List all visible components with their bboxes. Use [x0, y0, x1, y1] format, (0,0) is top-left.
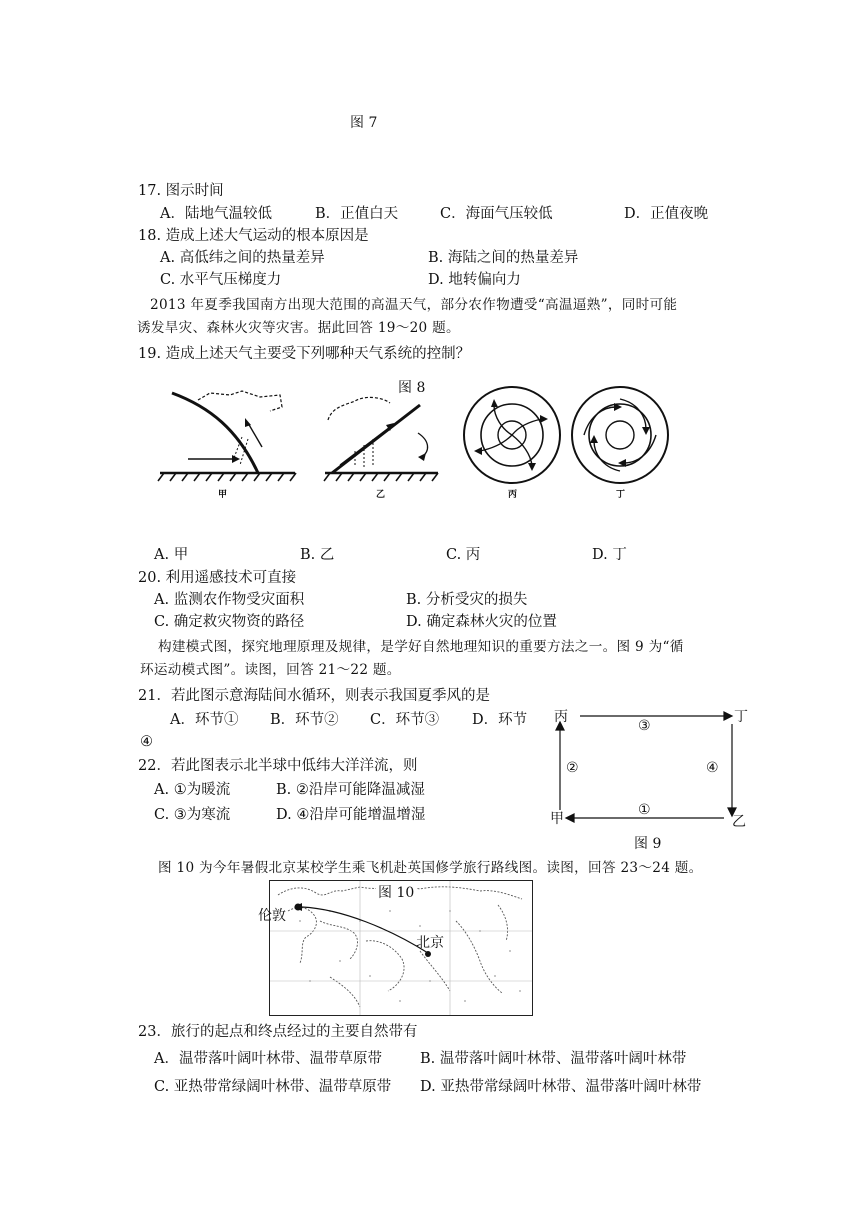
q17-option-a[interactable]: A．陆地气温较低 — [160, 206, 272, 222]
q18-option-a[interactable]: A. 高低纬之间的热量差异 — [160, 250, 325, 266]
figure-10-caption: 图 10 — [378, 885, 415, 901]
q21-option-b[interactable]: B．环节② — [270, 712, 339, 728]
fig9-edge-4: ④ — [706, 760, 719, 776]
q23-option-a[interactable]: A．温带落叶阔叶林带、温带草原带 — [154, 1051, 382, 1067]
fig9-edge-2: ② — [566, 760, 579, 776]
figure-9-circulation-model — [548, 700, 748, 830]
fig9-corner-yi: 乙 — [732, 814, 746, 830]
q20-option-d[interactable]: D. 确定森林火灾的位置 — [406, 614, 557, 630]
q22-option-d[interactable]: D. ④沿岸可能增温增湿 — [276, 807, 426, 823]
q20-option-b[interactable]: B. 分析受灾的损失 — [406, 592, 528, 608]
q22-option-a[interactable]: A. ①为暖流 — [154, 782, 231, 798]
q17-option-c[interactable]: C．海面气压较低 — [440, 206, 553, 222]
q23-option-c[interactable]: C. 亚热带常绿阔叶林带、温带草原带 — [154, 1079, 392, 1095]
q18-option-b[interactable]: B. 海陆之间的热量差异 — [428, 250, 579, 266]
panel-yi-warm-front — [324, 397, 438, 500]
question-19-stem: 19. 造成上述天气主要受下列哪种天气系统的控制？ — [138, 346, 471, 362]
question-17-stem: 17. 图示时间 — [138, 183, 224, 199]
q21-option-d-wrap: ④ — [140, 734, 153, 750]
q21-option-a[interactable]: A．环节① — [170, 712, 239, 728]
fig9-edge-1: ① — [638, 802, 651, 818]
question-20-stem: 20. 利用遥感技术可直接 — [138, 570, 297, 586]
question-21-stem: 21．若此图示意海陆间水循环，则表示我国夏季风的是 — [138, 688, 490, 704]
intro-19-20-line2: 诱发旱灾、森林火灾等灾害。据此回答 19～20 题。 — [137, 320, 460, 336]
panel-label-ding: 丁 — [616, 490, 626, 500]
q19-option-d[interactable]: D. 丁 — [592, 547, 627, 563]
fig9-corner-bing: 丙 — [554, 709, 568, 725]
q19-option-b[interactable]: B. 乙 — [300, 547, 335, 563]
q21-option-c[interactable]: C．环节③ — [370, 712, 440, 728]
q18-option-d[interactable]: D. 地转偏向力 — [428, 272, 521, 288]
panel-label-jia: 甲 — [218, 490, 228, 500]
panel-bing-anticyclone — [464, 387, 560, 500]
q20-option-c[interactable]: C. 确定救灾物资的路径 — [154, 614, 305, 630]
panel-label-bing: 丙 — [508, 490, 518, 500]
panel-label-yi: 乙 — [376, 490, 386, 500]
q19-option-a[interactable]: A. 甲 — [154, 547, 189, 563]
q18-option-c[interactable]: C. 水平气压梯度力 — [160, 272, 282, 288]
q23-option-b[interactable]: B. 温带落叶阔叶林带、温带落叶阔叶林带 — [420, 1051, 687, 1067]
fig9-corner-jia: 甲 — [550, 811, 564, 827]
question-23-stem: 23．旅行的起点和终点经过的主要自然带有 — [138, 1024, 418, 1040]
map-label-london: 伦敦 — [258, 908, 286, 924]
question-22-stem: 22．若此图表示北半球中低纬大洋洋流，则 — [138, 758, 418, 774]
fig9-edge-3: ③ — [638, 718, 651, 734]
map-label-beijing: 北京 — [416, 935, 444, 951]
intro-21-22-line1: 构建模式图，探究地理原理及规律，是学好自然地理知识的重要方法之一。图 9 为“循 — [158, 639, 684, 655]
q21-option-d[interactable]: D．环节 — [472, 712, 528, 728]
q22-option-c[interactable]: C. ③为寒流 — [154, 807, 231, 823]
question-18-stem: 18. 造成上述大气运动的根本原因是 — [138, 228, 369, 244]
figure-7-caption: 图 7 — [350, 115, 378, 131]
fig9-corner-ding: 丁 — [734, 709, 748, 725]
q17-option-b[interactable]: B．正值白天 — [315, 206, 399, 222]
intro-23-24: 图 10 为今年暑假北京某校学生乘飞机赴英国修学旅行路线图。读图，回答 23～24 题。 — [158, 860, 703, 876]
figure-9-caption: 图 9 — [634, 836, 662, 852]
q22-option-b[interactable]: B. ②沿岸可能降温减湿 — [276, 782, 425, 798]
q17-option-d[interactable]: D．正值夜晚 — [624, 206, 709, 222]
q23-option-d[interactable]: D. 亚热带常绿阔叶林带、温带落叶阔叶林带 — [420, 1079, 702, 1095]
panel-jia-cold-front — [158, 391, 296, 500]
figure-8-caption: 图 8 — [398, 380, 426, 396]
figure-8-weather-systems — [150, 385, 680, 510]
intro-19-20-line1: 2013 年夏季我国南方出现大范围的高温天气，部分农作物遭受“高温逼熟”，同时可能 — [150, 297, 678, 313]
intro-21-22-line2: 环运动模式图”。读图，回答 21～22 题。 — [140, 662, 401, 678]
q19-option-c[interactable]: C. 丙 — [446, 547, 481, 563]
figure-10-route-map — [269, 880, 533, 1016]
q20-option-a[interactable]: A. 监测农作物受灾面积 — [154, 592, 305, 608]
panel-ding-cyclone — [572, 387, 668, 500]
